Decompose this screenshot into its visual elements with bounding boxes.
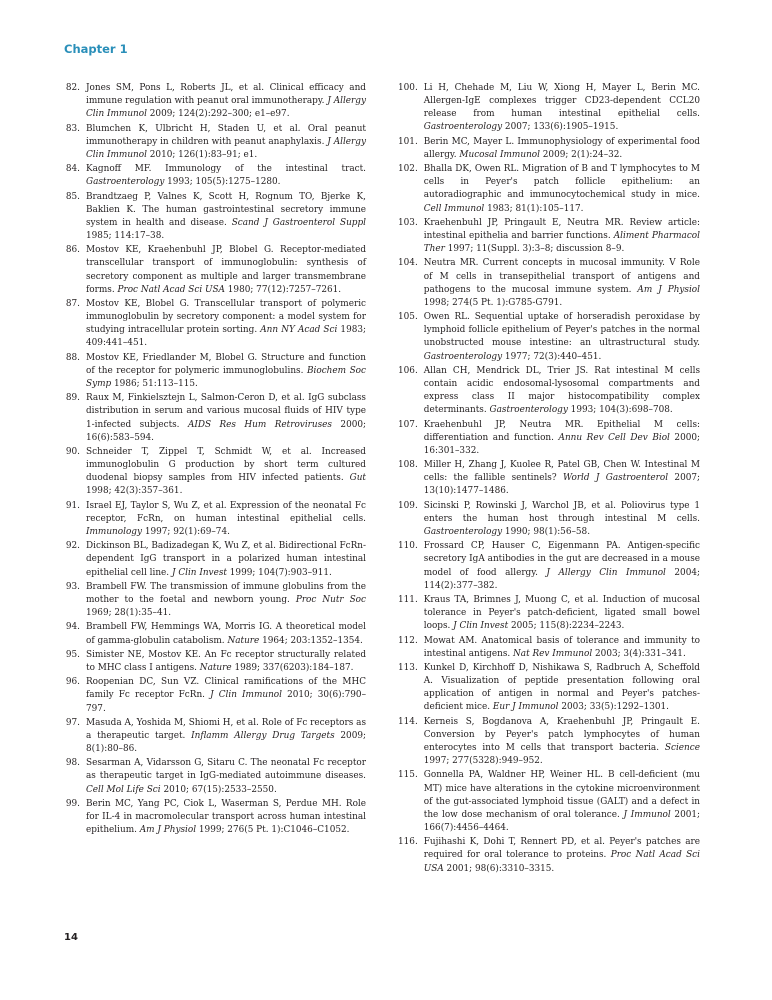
reference-journal: J Immunol [623,809,671,820]
reference-number: 112. [398,635,418,646]
reference-number: 91. [65,500,80,511]
reference-text [424,459,700,498]
page-number: 14 [64,932,78,943]
reference-body: Kraus TA, Brimnes J, Muong C, et al. Induction of mucosal tolerance in Peyer's patch-deficient, ligated small bowel loops. [423,594,700,632]
reference-number: 108. [398,460,418,471]
reference-text [424,136,700,162]
reference-citation: 2000; 16(6):583–594. [86,419,366,443]
reference-item [64,717,366,756]
reference-body: Berin MC, Yang PC, Ciok L, Waserman S, Perdue MH. Role for IL-4 in macromolecular transport across human intestinal epithelium. [86,798,366,836]
reference-citation: 1997; 92(1):69–74. [142,527,230,537]
reference-text [86,446,366,499]
reference-item [398,769,700,835]
reference-number: 105. [398,312,418,323]
reference-citation: 2004; 114(2):377–382. [423,567,700,591]
reference-number: 113. [398,662,418,673]
reference-citation: 1990; 98(1):56–58. [502,527,591,537]
reference-body: Masuda A, Yoshida M, Shiomi H, et al. Role of Fc receptors as a therapeutic target. [86,717,366,741]
reference-citation: 1969; 28(1):35–41. [86,608,172,619]
reference-column-left [64,82,366,838]
reference-item [398,419,700,458]
reference-text [424,540,700,593]
reference-number: 109. [398,500,418,511]
reference-body: Li H, Chehade M, Liu W, Xiong H, Mayer L, Berin MC. Allergen-IgE complexes trigger CD23-dependent CCL20 release from human intestinal epithelial cells. [423,83,700,120]
reference-text [86,163,366,189]
reference-number: 102. [398,164,418,175]
reference-text [424,419,700,458]
reference-body: Simister NE, Mostov KE. An Fc receptor structurally related to MHC class I antigens. [86,649,366,673]
reference-text [86,581,366,620]
reference-body: Kraehenbuhl JP, Pringault E, Neutra MR. Review article: intestinal epithelia and barrier functions. [423,217,700,241]
reference-text [86,621,366,647]
reference-number: 92. [65,541,80,552]
reference-journal: Inflamm Allergy Drug Targets [191,730,335,741]
reference-text [424,662,700,715]
reference-journal: Nat Rev Immunol [513,648,593,659]
reference-journal: Eur J Immunol [492,702,559,713]
reference-citation: 1989; 337(6203):184–187. [231,662,354,673]
reference-item [398,257,700,310]
reference-item [398,635,700,661]
reference-number: 85. [65,191,80,202]
reference-item [64,649,366,675]
reference-body: Mostov KE, Kraehenbuhl JP, Blobel G. Receptor-mediated transcellular transport of immunoglobulin: synthesis of secretory component as multiple and larger transmembrane forms. [86,245,366,295]
reference-body: Allan CH, Mendrick DL, Trier JS. Rat intestinal M cells contain acidic endosomal-lysosomal compartments and express class II major histocompatibility complex determinants. [423,365,700,416]
reference-item [64,123,366,162]
reference-citation: 1997; 11(Suppl. 3):3–8; discussion 8–9. [444,244,625,255]
reference-citation: 2005; 115(8):2234–2243. [508,621,625,632]
reference-item [64,244,366,297]
reference-citation: 2000; 16:301–332. [423,432,700,456]
reference-item [64,163,366,189]
reference-citation: 1983; 81(1):105–117. [484,203,584,214]
reference-citation: 1986; 51:113–115. [111,379,198,389]
reference-journal: Cell Immunol [423,203,485,214]
reference-item [398,459,700,498]
reference-citation: 2010; 67(15):2533–2550. [160,784,277,795]
reference-number: 82. [65,83,80,93]
reference-citation: 1997; 277(5328):949–952. [423,756,543,767]
reference-number: 96. [65,677,80,688]
reference-item [398,500,700,539]
reference-body: Brambell FW, Hemmings WA, Morris IG. A theoretical model of gamma-globulin catabolism. [86,622,366,646]
reference-text [424,82,700,135]
reference-text [424,500,700,539]
reference-column-right [398,82,700,877]
reference-number: 86. [65,245,80,256]
reference-body: Brandtzaeg P, Valnes K, Scott H, Rognum TO, Bjerke K, Baklien K. The human gastrointestinal secretory immune system in health and disease. [86,191,366,228]
reference-number: 107. [398,419,418,430]
reference-journal: World J Gastroenterol [562,473,669,484]
reference-text [86,676,366,715]
reference-journal: J Clin Invest [453,621,509,632]
reference-body: Blumchen K, Ulbricht H, Staden U, et al. Oral peanut immunotherapy in children with peanut anaphylaxis. [86,123,366,147]
reference-number: 89. [65,393,80,404]
reference-item [398,163,700,216]
reference-body: Neutra MR. Current concepts in mucosal immunity. V Role of M cells in transepithelial transport of antigens and pathogens to the mucosal immune system. [423,258,700,295]
reference-number: 103. [398,217,418,228]
reference-journal: Scand J Gastroenterol Suppl [231,217,366,228]
reference-journal: Gastroenterology [86,177,165,188]
reference-journal: Nature [199,662,232,673]
reference-number: 111. [398,594,418,605]
reference-body: Sicinski P, Rowinski J, Warchol JB, et al. Poliovirus type 1 enters the human host through intestinal M cells. [423,500,700,524]
reference-text [424,594,700,633]
reference-citation: 2009; 2(1):24–32. [539,149,623,160]
reference-journal: J Clin Invest [171,567,227,578]
reference-number: 94. [65,622,80,633]
reference-citation: 1998; 274(5 Pt. 1):G785-G791. [423,297,563,308]
reference-text [86,757,366,796]
reference-item [398,836,700,875]
reference-body: Israel EJ, Taylor S, Wu Z, et al. Expression of the neonatal Fc receptor, FcRn, on human intestinal epithelial cells. [86,500,366,524]
reference-citation: 2010; 126(1):83–91; e1. [146,149,258,160]
reference-number: 87. [65,298,80,309]
reference-journal: Proc Natl Acad Sci USA [117,284,225,295]
reference-body: Fujihashi K, Dohi T, Rennert PD, et al. Peyer's patches are required for oral tolerance to proteins. [423,837,700,861]
reference-journal: Proc Natl Acad Sci USA [423,850,700,874]
reference-journal: Biochem Soc Symp [86,365,366,389]
reference-journal: Gastroenterology [423,122,503,133]
reference-number: 99. [65,798,80,809]
reference-text [86,500,366,539]
reference-body: Owen RL. Sequential uptake of horseradish peroxidase by lymphoid follicle epithelium of Peyer's patches in the normal unobstructed mouse intestine: an ultrastructural study. [423,312,700,349]
reference-journal: J Clin Immunol [210,690,282,701]
reference-number: 95. [65,649,80,660]
reference-text [424,365,700,418]
reference-item [64,757,366,796]
reference-journal: Science [664,742,700,753]
reference-journal: Annu Rev Cell Dev Biol [558,432,670,443]
reference-text [424,769,700,835]
chapter-heading: Chapter 1 [64,42,128,56]
reference-citation: 1980; 77(12):7257–7261. [224,284,342,295]
reference-citation: 2003; 33(5):1292–1301. [558,702,670,713]
reference-citation: 2009; 124(2):292–300; e1–e97. [146,109,290,120]
reference-citation: 2010; 30(6):790–797. [86,690,367,714]
reference-citation: 2003; 3(4):331–341. [592,648,686,659]
reference-body: Roopenian DC, Sun VZ. Clinical ramifications of the MHC family Fc receptor FcRn. [86,677,366,701]
reference-body: Berin MC, Mayer L. Immunophysiology of experimental food allergy. [423,136,700,160]
reference-journal: Gut [349,473,366,484]
reference-text [424,716,700,769]
reference-text [86,717,366,756]
reference-number: 114. [398,716,418,727]
reference-journal: Proc Nutr Soc [295,594,366,605]
reference-number: 116. [398,837,418,848]
reference-journal: AIDS Res Hum Retroviruses [187,419,332,430]
reference-body: Brambell FW. The transmission of immune globulins from the mother to the foetal and newborn young. [86,581,366,605]
reference-citation: 1993; 105(5):1275–1280. [164,177,281,188]
reference-citation: 2007; 133(6):1905–1915. [502,122,619,133]
reference-body: Raux M, Finkielsztejn L, Salmon-Ceron D, et al. IgG subclass distribution in serum and various mucosal fluids of HIV type 1-infected subjects. [86,393,366,430]
reference-text [86,298,366,351]
reference-journal: Mucosal Immunol [459,149,540,160]
reference-number: 97. [65,717,80,728]
reference-text [86,392,366,445]
reference-body: Gonnella PA, Waldner HP, Weiner HL. B cell-deficient (mu MT) mice have alterations in the cytokine microenvironment of the gut-associated lymphoid tissue (GALT) and a defect in the low dose mechanism of oral tolerance. [423,770,700,820]
reference-text [86,244,366,297]
reference-number: 106. [398,365,418,376]
reference-text [86,649,366,675]
reference-body: Frossard CP, Hauser C, Eigenmann PA. Antigen-specific secretory IgA antibodies in the gut are decreased in a mouse model of food allergy. [423,541,700,578]
reference-text [424,311,700,364]
reference-journal: Aliment Pharmacol Ther [423,231,700,255]
reference-item [398,540,700,593]
reference-journal: Am J Physiol [637,284,700,295]
reference-citation: 1977; 72(3):440–451. [502,351,602,362]
reference-citation: 2001; 98(6):3310–3315. [443,863,555,874]
reference-journal: Nature [227,635,260,646]
reference-number: 100. [398,83,418,93]
reference-text [86,798,366,837]
reference-item [64,82,366,121]
reference-item [64,191,366,244]
reference-body: Dickinson BL, Badizadegan K, Wu Z, et al. Bidirectional FcRn-dependent IgG transport in a polarized human intestinal epithelial cell line. [86,541,367,578]
reference-item [398,365,700,418]
reference-citation: 1993; 104(3):698–708. [567,405,673,416]
reference-item [398,716,700,769]
reference-citation: 1998; 42(3):357–361. [86,486,183,497]
reference-item [398,662,700,715]
reference-citation: 1983; 409:441–451. [86,325,366,349]
reference-item [398,311,700,364]
reference-journal: Immunology [86,527,142,537]
reference-item [64,298,366,351]
reference-item [64,500,366,539]
reference-number: 84. [65,164,80,175]
reference-journal: J Allergy Clin Immunol [86,96,366,120]
reference-body: Miller H, Zhang J, Kuolee R, Patel GB, Chen W. Intestinal M cells: the fallible sentinels? [423,460,700,484]
reference-number: 104. [398,258,418,269]
reference-citation: 1999; 276(5 Pt. 1):C1046–C1052. [196,825,350,836]
reference-body: Jones SM, Pons L, Roberts JL, et al. Clinical efficacy and immune regulation with peanut oral immunotherapy. [86,83,366,107]
reference-citation: 2001; 166(7):4456–4464. [423,809,700,833]
reference-journal: Am J Physiol [139,825,197,836]
reference-item [64,676,366,715]
reference-list [398,82,700,876]
reference-body: Mostov KE, Blobel G. Transcellular transport of polymeric immunoglobulin by secretory component: a model system for studying intracellular protein sorting. [86,298,366,336]
reference-body: Mowat AM. Anatomical basis of tolerance and immunity to intestinal antigens. [423,635,700,659]
reference-journal: J Allergy Clin Immunol [86,136,366,160]
reference-number: 83. [65,123,80,134]
reference-item [64,581,366,620]
reference-body: Schneider T, Zippel T, Schmidt W, et al. Increased immunoglobulin G production by short term cultured duodenal biopsy samples from HIV infected patients. [86,446,366,484]
reference-body: Mostov KE, Friedlander M, Blobel G. Structure and function of the receptor for polymeric immunoglobulins. [86,352,366,376]
reference-journal: Gastroenterology [489,405,568,416]
reference-text [86,123,366,162]
reference-text [424,217,700,256]
reference-citation: 1985; 114:17–38. [86,231,165,241]
reference-text [424,635,700,661]
reference-journal: Gastroenterology [423,527,503,537]
reference-text [86,191,366,244]
reference-journal: Gastroenterology [423,351,503,362]
reference-text [86,540,366,579]
reference-text [86,82,366,121]
reference-citation: 2009; 8(1):80–86. [86,730,366,755]
reference-body: Kagnoff MF. Immunology of the intestinal tract. [86,164,366,175]
reference-journal: Ann NY Acad Sci [260,325,338,336]
reference-number: 98. [65,758,80,769]
reference-journal: Cell Mol Life Sci [86,784,161,795]
reference-item [64,446,366,499]
reference-body: Bhalla DK, Owen RL. Migration of B and T lymphocytes to M cells in Peyer's patch follicle epithelium: an autoradiographic and immunocytochemical study in mice. [423,164,700,201]
reference-body: Kerneis S, Bogdanova A, Kraehenbuhl JP, Pringault E. Conversion by Peyer's patch lymphocytes of human enterocytes into M cells that transport bacteria. [423,716,700,753]
reference-list [64,82,366,837]
reference-item [64,352,366,391]
reference-number: 101. [398,136,418,147]
reference-number: 93. [65,581,80,592]
reference-text [424,163,700,216]
reference-body: Kunkel D, Kirchhoff D, Nishikawa S, Radbruch A, Scheffold A. Visualization of peptide presentation following oral application of antigen in normal and Peyer's patches-deficient mice. [423,662,700,713]
reference-text [86,352,366,391]
reference-item [398,217,700,256]
reference-item [64,798,366,837]
reference-body: Kraehenbuhl JP, Neutra MR. Epithelial M cells: differentiation and function. [423,419,700,443]
reference-number: 115. [398,770,418,781]
reference-item [398,594,700,633]
reference-item [64,392,366,445]
reference-number: 110. [398,541,418,552]
reference-body: Sesarman A, Vidarsson G, Sitaru C. The neonatal Fc receptor as therapeutic target in IgG-mediated autoimmune diseases. [86,758,366,782]
reference-item [398,136,700,162]
reference-text [424,257,700,310]
reference-item [64,540,366,579]
reference-citation: 2007; 13(10):1477–1486. [423,473,700,497]
reference-text [424,836,700,875]
reference-item [64,621,366,647]
reference-number: 88. [65,352,80,363]
reference-citation: 1964; 203:1352–1354. [259,635,363,646]
reference-journal: J Allergy Clin Immunol [546,567,666,578]
reference-item [398,82,700,135]
reference-number: 90. [65,446,80,457]
reference-citation: 1999; 104(7):903–911. [226,567,332,578]
